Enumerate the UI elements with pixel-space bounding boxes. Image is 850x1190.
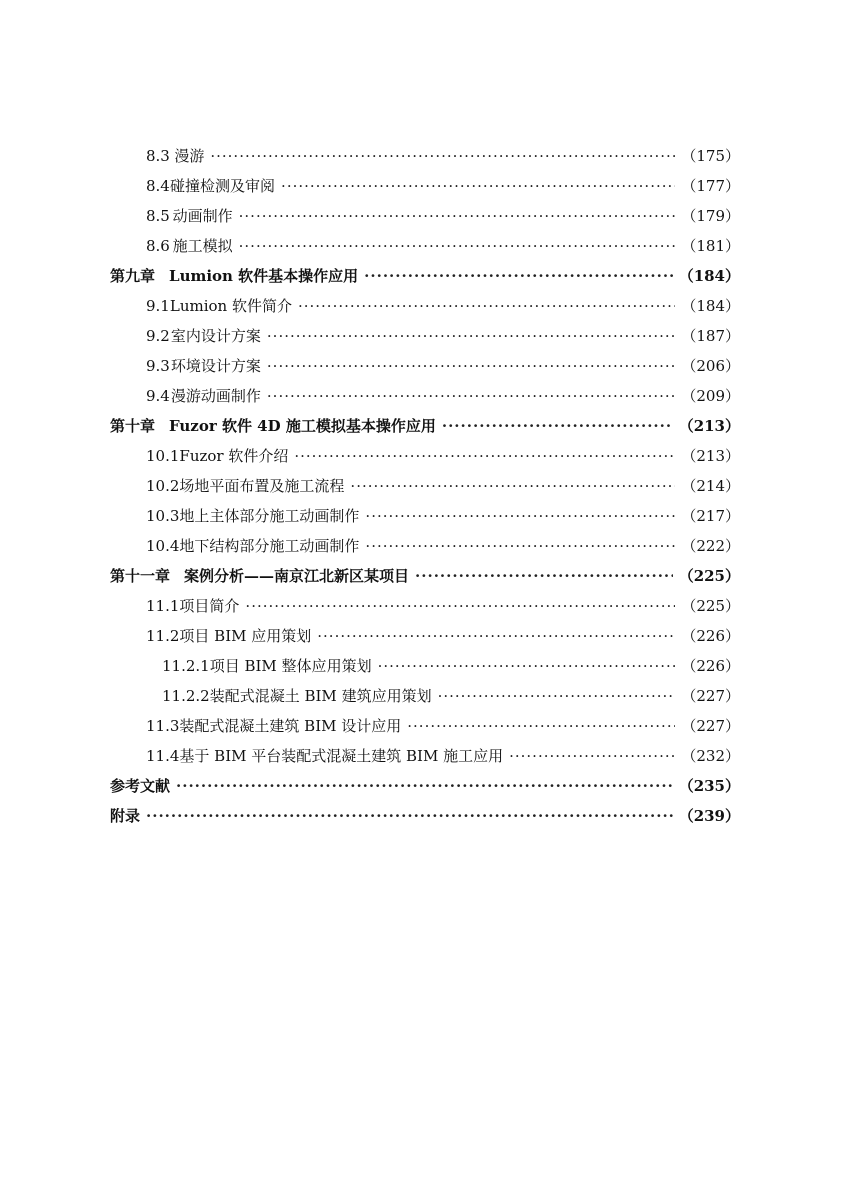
toc-entry-title: 基于 BIM 平台装配式混凝土建筑 BIM 施工应用 (179, 747, 504, 765)
toc-entry-number: 10.2 (146, 477, 180, 495)
toc-entry-page-number: （184） (678, 267, 740, 285)
dot-leader (365, 531, 675, 561)
toc-entry-number: 11.2.2 (162, 687, 210, 705)
toc-entry-title: 案例分析——南京江北新区某项目 (184, 567, 410, 585)
toc-entry-title: 环境设计方案 (170, 357, 261, 375)
toc-entry-page-number: （227） (681, 717, 740, 735)
toc-entry-title: 地上主体部分施工动画制作 (179, 507, 360, 525)
toc-chapter-entry[interactable] (110, 801, 740, 831)
toc-entry-title: 参考文献 (110, 777, 171, 795)
toc-entry-page-number: （181） (681, 237, 740, 255)
toc-entry-number: 10.3 (146, 507, 180, 525)
toc-entry-page-number: （222） (681, 537, 740, 555)
toc-entry-number: 8.5 (146, 207, 170, 225)
toc-entry-title: Fuzor 软件介绍 (179, 447, 289, 465)
toc-entry-title: 装配式混凝土 BIM 建筑应用策划 (209, 687, 432, 705)
dot-leader (245, 591, 675, 621)
toc-entry-page-number: （225） (681, 597, 740, 615)
toc-section-entry[interactable] (110, 351, 740, 381)
dot-leader (267, 321, 675, 351)
toc-section-entry[interactable] (110, 711, 740, 741)
toc-entry-page-number: （214） (681, 477, 740, 495)
toc-entry-number: 第十一章 (110, 567, 171, 585)
toc-entry-title: 场地平面布置及施工流程 (179, 477, 345, 495)
toc-entry-page-number: （175） (681, 147, 740, 165)
toc-entry-number: 10.1 (146, 447, 180, 465)
toc-section-entry[interactable] (110, 381, 740, 411)
toc-section-entry[interactable] (110, 591, 740, 621)
toc-entry-page-number: （232） (681, 747, 740, 765)
toc-entry-page-number: （235） (678, 777, 740, 795)
toc-entry-page-number: （177） (681, 177, 740, 195)
dot-leader (509, 741, 675, 771)
toc-section-entry[interactable] (110, 171, 740, 201)
dot-leader (267, 381, 675, 411)
toc-section-entry[interactable] (110, 621, 740, 651)
dot-leader (407, 711, 675, 741)
toc-entry-title: 项目简介 (179, 597, 240, 615)
toc-section-entry[interactable] (110, 321, 740, 351)
dot-leader (438, 681, 676, 711)
toc-entry-title: 漫游 (174, 147, 205, 165)
dot-leader (239, 231, 676, 261)
dot-leader (294, 441, 675, 471)
dot-leader (378, 651, 676, 681)
toc-entry-page-number: （184） (681, 297, 740, 315)
toc-entry-number: 9.2 (146, 327, 170, 345)
toc-entry-title: Fuzor 软件 4D 施工模拟基本操作应用 (169, 417, 436, 435)
toc-entry-number: 8.6 (146, 237, 170, 255)
toc-entry-number: 11.2.1 (162, 657, 210, 675)
toc-entry-number: 第九章 (110, 267, 156, 285)
toc-entry-title: 项目 BIM 整体应用策划 (209, 657, 372, 675)
toc-entry-number: 10.4 (146, 537, 180, 555)
toc-section-entry[interactable] (110, 201, 740, 231)
toc-entry-page-number: （226） (681, 657, 740, 675)
toc-entry-page-number: （226） (681, 627, 740, 645)
toc-entry-title: 地下结构部分施工动画制作 (179, 537, 360, 555)
toc-entry-number: 11.2 (146, 627, 180, 645)
dot-leader (317, 621, 675, 651)
toc-entry-title: 漫游动画制作 (170, 387, 261, 405)
toc-entry-page-number: （217） (681, 507, 740, 525)
toc-chapter-entry[interactable] (110, 771, 740, 801)
dot-leader (146, 801, 673, 831)
toc-entry-title: 室内设计方案 (170, 327, 261, 345)
dot-leader (281, 171, 675, 201)
toc-entry-number: 11.1 (146, 597, 180, 615)
toc-entry-number: 8.3 (146, 147, 170, 165)
dot-leader (415, 561, 673, 591)
toc-entry-page-number: （227） (681, 687, 740, 705)
toc-section-entry[interactable] (110, 501, 740, 531)
dot-leader (267, 351, 675, 381)
toc-entry-title: 装配式混凝土建筑 BIM 设计应用 (179, 717, 402, 735)
dot-leader (350, 471, 675, 501)
toc-entry-title: 附录 (110, 807, 141, 825)
toc-entry-number: 第十章 (110, 417, 156, 435)
toc-section-entry[interactable] (110, 531, 740, 561)
toc-entry-title: 施工模拟 (172, 237, 233, 255)
dot-leader (210, 141, 675, 171)
toc-entry-number: 9.3 (146, 357, 170, 375)
dot-leader (365, 501, 675, 531)
toc-entry-page-number: （209） (681, 387, 740, 405)
toc-entry-title: 碰撞检测及审阅 (170, 177, 276, 195)
toc-entry-page-number: （179） (681, 207, 740, 225)
toc-entry-number: 8.4 (146, 177, 170, 195)
dot-leader (298, 291, 675, 321)
toc-chapter-entry[interactable] (110, 261, 740, 291)
toc-entry-number: 9.1 (146, 297, 170, 315)
toc-entry-page-number: （239） (678, 807, 740, 825)
toc-entry-page-number: （213） (681, 447, 740, 465)
toc-entry-page-number: （187） (681, 327, 740, 345)
toc-section-entry[interactable] (110, 231, 740, 261)
toc-entry-number: 11.4 (146, 747, 180, 765)
toc-section-entry[interactable] (110, 291, 740, 321)
toc-entry-title: 项目 BIM 应用策划 (179, 627, 312, 645)
toc-section-entry[interactable] (110, 681, 740, 711)
toc-entry-number: 11.3 (146, 717, 180, 735)
dot-leader (176, 771, 673, 801)
toc-chapter-entry[interactable] (110, 561, 740, 591)
table-of-contents (110, 141, 740, 831)
dot-leader (239, 201, 676, 231)
toc-entry-page-number: （213） (678, 417, 740, 435)
toc-section-entry[interactable] (110, 441, 740, 471)
toc-entry-title: Lumion 软件基本操作应用 (169, 267, 359, 285)
toc-entry-page-number: （225） (678, 567, 740, 585)
toc-chapter-entry[interactable] (110, 411, 740, 441)
dot-leader (364, 261, 673, 291)
toc-entry-title: 动画制作 (172, 207, 233, 225)
toc-section-entry[interactable] (110, 471, 740, 501)
dot-leader (442, 411, 673, 441)
toc-section-entry[interactable] (110, 141, 740, 171)
toc-entry-page-number: （206） (681, 357, 740, 375)
toc-section-entry[interactable] (110, 651, 740, 681)
toc-entry-title: Lumion 软件简介 (169, 297, 292, 315)
toc-entry-number: 9.4 (146, 387, 170, 405)
toc-section-entry[interactable] (110, 741, 740, 771)
